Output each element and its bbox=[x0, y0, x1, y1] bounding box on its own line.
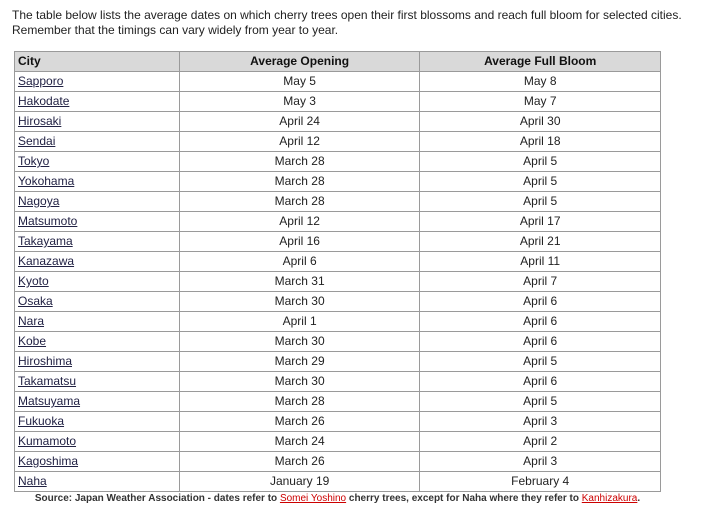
average-full-bloom-cell: April 3 bbox=[420, 412, 661, 432]
average-opening-cell: April 1 bbox=[179, 312, 419, 332]
city-link[interactable]: Nara bbox=[18, 314, 45, 328]
average-full-bloom-cell: April 21 bbox=[420, 232, 661, 252]
city-link[interactable]: Hakodate bbox=[18, 94, 70, 108]
average-opening-cell: March 31 bbox=[179, 272, 419, 292]
city-cell bbox=[15, 292, 180, 312]
city-link[interactable]: Fukuoka bbox=[18, 414, 65, 428]
table-row bbox=[15, 272, 661, 292]
city-link[interactable]: Sapporo bbox=[18, 74, 64, 88]
city-cell bbox=[15, 432, 180, 452]
intro-text: The table below lists the average dates on which cherry trees open their first blossoms and reach full bloom for selected cities. Remember that the timings can vary widely from year to year. bbox=[12, 8, 682, 37]
table-row bbox=[15, 292, 661, 312]
city-link[interactable]: Matsuyama bbox=[18, 394, 81, 408]
average-full-bloom-cell: April 5 bbox=[420, 392, 661, 412]
table-row bbox=[15, 352, 661, 372]
city-cell bbox=[15, 472, 180, 492]
source-middle: cherry trees, except for Naha where they refer to bbox=[346, 493, 582, 504]
table-row bbox=[15, 112, 661, 132]
table-row bbox=[15, 252, 661, 272]
city-link[interactable]: Kagoshima bbox=[18, 454, 79, 468]
city-link[interactable]: Nagoya bbox=[18, 194, 60, 208]
average-full-bloom-cell: April 5 bbox=[420, 152, 661, 172]
city-cell bbox=[15, 232, 180, 252]
average-opening-cell: March 28 bbox=[179, 192, 419, 212]
header-average-opening: Average Opening bbox=[179, 52, 419, 72]
city-link[interactable]: Kyoto bbox=[18, 274, 49, 288]
table-row bbox=[15, 232, 661, 252]
city-link[interactable]: Takayama bbox=[18, 234, 73, 248]
city-cell bbox=[15, 72, 180, 92]
city-cell bbox=[15, 332, 180, 352]
average-opening-cell: March 26 bbox=[179, 452, 419, 472]
average-full-bloom-cell: April 7 bbox=[420, 272, 661, 292]
average-opening-cell: January 19 bbox=[179, 472, 419, 492]
cherry-blossom-table bbox=[14, 51, 661, 492]
table-row bbox=[15, 452, 661, 472]
city-link[interactable]: Yokohama bbox=[18, 174, 75, 188]
average-full-bloom-cell: April 17 bbox=[420, 212, 661, 232]
table-row bbox=[15, 92, 661, 112]
average-opening-cell: March 26 bbox=[179, 412, 419, 432]
table-row bbox=[15, 392, 661, 412]
average-opening-cell: April 12 bbox=[179, 212, 419, 232]
average-opening-cell: April 12 bbox=[179, 132, 419, 152]
table-row bbox=[15, 372, 661, 392]
city-cell bbox=[15, 192, 180, 212]
city-cell bbox=[15, 352, 180, 372]
average-full-bloom-cell: May 7 bbox=[420, 92, 661, 112]
average-opening-cell: March 28 bbox=[179, 392, 419, 412]
average-full-bloom-cell: April 30 bbox=[420, 112, 661, 132]
average-full-bloom-cell: April 6 bbox=[420, 332, 661, 352]
table-row bbox=[15, 312, 661, 332]
table-row bbox=[15, 432, 661, 452]
average-full-bloom-cell: April 6 bbox=[420, 312, 661, 332]
source-prefix: Source: Japan Weather Association - dates refer to bbox=[34, 493, 280, 504]
table-row bbox=[15, 172, 661, 192]
city-cell bbox=[15, 272, 180, 292]
city-link[interactable]: Kobe bbox=[18, 334, 47, 348]
average-full-bloom-cell: April 5 bbox=[420, 172, 661, 192]
city-link[interactable]: Sendai bbox=[18, 134, 56, 148]
table-row bbox=[15, 472, 661, 492]
table-header-row bbox=[15, 52, 661, 72]
average-opening-cell: March 28 bbox=[179, 172, 419, 192]
table-row bbox=[15, 412, 661, 432]
average-full-bloom-cell: April 6 bbox=[420, 292, 661, 312]
city-cell bbox=[15, 132, 180, 152]
average-opening-cell: March 24 bbox=[179, 432, 419, 452]
average-full-bloom-cell: April 3 bbox=[420, 452, 661, 472]
header-average-full-bloom: Average Full Bloom bbox=[420, 52, 661, 72]
city-cell bbox=[15, 252, 180, 272]
average-opening-cell: March 30 bbox=[179, 372, 419, 392]
kanhizakura-link[interactable]: Kanhizakura bbox=[581, 493, 638, 504]
somei-yoshino-link[interactable]: Somei Yoshino bbox=[279, 493, 347, 504]
average-full-bloom-cell: April 18 bbox=[420, 132, 661, 152]
average-opening-cell: April 6 bbox=[179, 252, 419, 272]
average-opening-cell: March 30 bbox=[179, 332, 419, 352]
city-link[interactable]: Tokyo bbox=[18, 154, 50, 168]
city-cell bbox=[15, 92, 180, 112]
city-link[interactable]: Kanazawa bbox=[18, 254, 75, 268]
city-link[interactable]: Hiroshima bbox=[18, 354, 73, 368]
average-full-bloom-cell: May 8 bbox=[420, 72, 661, 92]
city-cell bbox=[15, 152, 180, 172]
city-cell bbox=[15, 392, 180, 412]
average-full-bloom-cell: April 11 bbox=[420, 252, 661, 272]
city-link[interactable]: Kumamoto bbox=[18, 434, 77, 448]
table-row bbox=[15, 152, 661, 172]
city-link[interactable]: Matsumoto bbox=[18, 214, 78, 228]
average-full-bloom-cell: April 5 bbox=[420, 352, 661, 372]
city-link[interactable]: Osaka bbox=[18, 294, 53, 308]
average-opening-cell: March 30 bbox=[179, 292, 419, 312]
city-cell bbox=[15, 452, 180, 472]
table-body bbox=[15, 72, 661, 492]
city-cell bbox=[15, 112, 180, 132]
city-link[interactable]: Hirosaki bbox=[18, 114, 62, 128]
average-full-bloom-cell: February 4 bbox=[420, 472, 661, 492]
source-note bbox=[14, 492, 661, 505]
city-cell bbox=[15, 312, 180, 332]
city-cell bbox=[15, 212, 180, 232]
city-cell bbox=[15, 372, 180, 392]
city-link[interactable]: Takamatsu bbox=[18, 374, 77, 388]
average-opening-cell: May 3 bbox=[179, 92, 419, 112]
table-row bbox=[15, 332, 661, 352]
average-opening-cell: March 28 bbox=[179, 152, 419, 172]
average-opening-cell: March 29 bbox=[179, 352, 419, 372]
city-link[interactable]: Naha bbox=[18, 474, 47, 488]
city-cell bbox=[15, 172, 180, 192]
average-full-bloom-cell: April 2 bbox=[420, 432, 661, 452]
table-row bbox=[15, 132, 661, 152]
table-row bbox=[15, 72, 661, 92]
average-opening-cell: May 5 bbox=[179, 72, 419, 92]
source-suffix: . bbox=[637, 493, 641, 504]
table-row bbox=[15, 212, 661, 232]
city-cell bbox=[15, 412, 180, 432]
average-opening-cell: April 24 bbox=[179, 112, 419, 132]
header-city: City bbox=[15, 52, 180, 72]
average-opening-cell: April 16 bbox=[179, 232, 419, 252]
table-row bbox=[15, 192, 661, 212]
average-full-bloom-cell: April 5 bbox=[420, 192, 661, 212]
average-full-bloom-cell: April 6 bbox=[420, 372, 661, 392]
